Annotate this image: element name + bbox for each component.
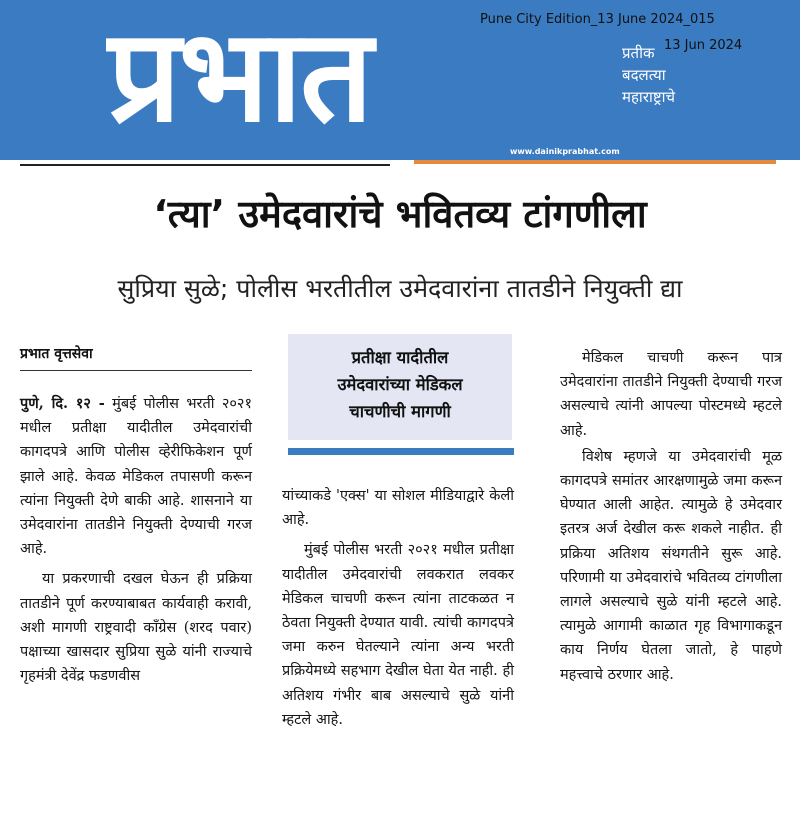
tagline-line-1: प्रतीक [622,44,655,62]
paragraph: मुंबई पोलीस भरती २०२१ मधील प्रतीक्षा यादीतील उमेदवारांची लवकरात लवकर मेडिकल चाचणी करून त्यांना ताटकळत न ठेवता नियुक्ती देण्यात यावी. त्यांची कागदपत्रे जमा करुन घेतल्याने त्यांना अन्य भरती प्रक्रियेमध्ये सहभाग देखील घेता येत नाही. ही अतिशय गंभीर बाब असल्याचे सुळे यांनी म्हटले आहे. [282,542,514,728]
edition-date: 13 Jun 2024 [664,38,743,53]
article-column-3 [560,346,782,687]
byline: प्रभात वृत्तसेवा [20,346,93,362]
tagline-line-3: महाराष्ट्राचे [622,88,676,106]
website-url: www.dainikprabhat.com [510,147,620,156]
header-rule-left [20,164,390,166]
byline-divider [20,370,252,371]
header-rule-right [414,160,776,164]
pull-quote-line-1: प्रतीक्षा यादीतील [351,348,449,367]
newspaper-logo: प्रभात [108,2,371,151]
pull-quote [288,334,512,425]
article-subheadline: सुप्रिया सुळे; पोलीस भरतीतील उमेदवारांना तातडीने नियुक्ती द्या [117,274,683,303]
tagline-line-2: बदलत्या [622,66,666,84]
paragraph: विशेष म्हणजे या उमेदवारांची मूळ कागदपत्रे समांतर आरक्षणामुळे जमा करून घेण्यात आली आहेत. त्यामुळे हे उमेदवार इतरत्र अर्ज देखील करू शकले नाहीत. ही प्रक्रिया अतिशय संथगतीने सुरू आहे. परिणामी या उमेदवारांचे भवितव्य टांगणीला लागले असल्याचे सुळे यांनी म्हटले आहे. त्यामुळे आगामी काळात गृह विभागाकडून काय निर्णय घेतला जातो, हे पाहणे महत्त्वाचे ठरणार आहे. [560,448,782,683]
edition-label: Pune City Edition_13 June 2024_015 [480,12,715,27]
paragraph: या प्रकरणाची दखल घेऊन ही प्रक्रिया तातडीने पूर्ण करण्याबाबत कार्यवाही करावी, अशी मागणी राष्ट्रवादी कॉंग्रेस (शरद पवार) पक्षाच्या खासदार सुप्रिया सुळे यांनी राज्याचे गृहमंत्री देवेंद्र फडणवीस [20,571,252,685]
dateline: पुणे, दि. १२ - [20,395,105,412]
pull-quote-line-2: उमेदवारांच्या मेडिकल [337,375,463,394]
pull-quote-bar [288,448,514,455]
paragraph-text: मुंबई पोलीस भरती २०२१ मधील प्रतीक्षा यादीतील उमेदवारांची कागदपत्रे आणि पोलीस व्हेरीफिकेशन पूर्ण झाले आहे. केवळ मेडिकल तपासणी करून त्यांना नियुक्ती देणे बाकी आहे. शासनाने या उमेदवारांना तातडीने नियुक्ती देण्याची गरज आहे. [20,396,252,558]
paragraph [20,392,252,561]
masthead [0,0,800,160]
article-headline: ‘त्या’ उमेदवारांचे भवितव्य टांगणीला [153,192,647,236]
paragraph: यांच्याकडे 'एक्स' या सोशल मीडियाद्वारे केली आहे. [282,488,514,529]
pull-quote-line-3: चाचणीची मागणी [349,402,451,421]
paragraph: मेडिकल चाचणी करून पात्र उमेदवारांना तातडीने नियुक्ती देण्याची गरज असल्याचे त्यांनी आपल्या पोस्टमध्ये म्हटले आहे. [560,350,782,439]
article-column-2 [282,484,514,732]
pull-quote-box [288,334,512,440]
article-column-1 [20,392,252,688]
